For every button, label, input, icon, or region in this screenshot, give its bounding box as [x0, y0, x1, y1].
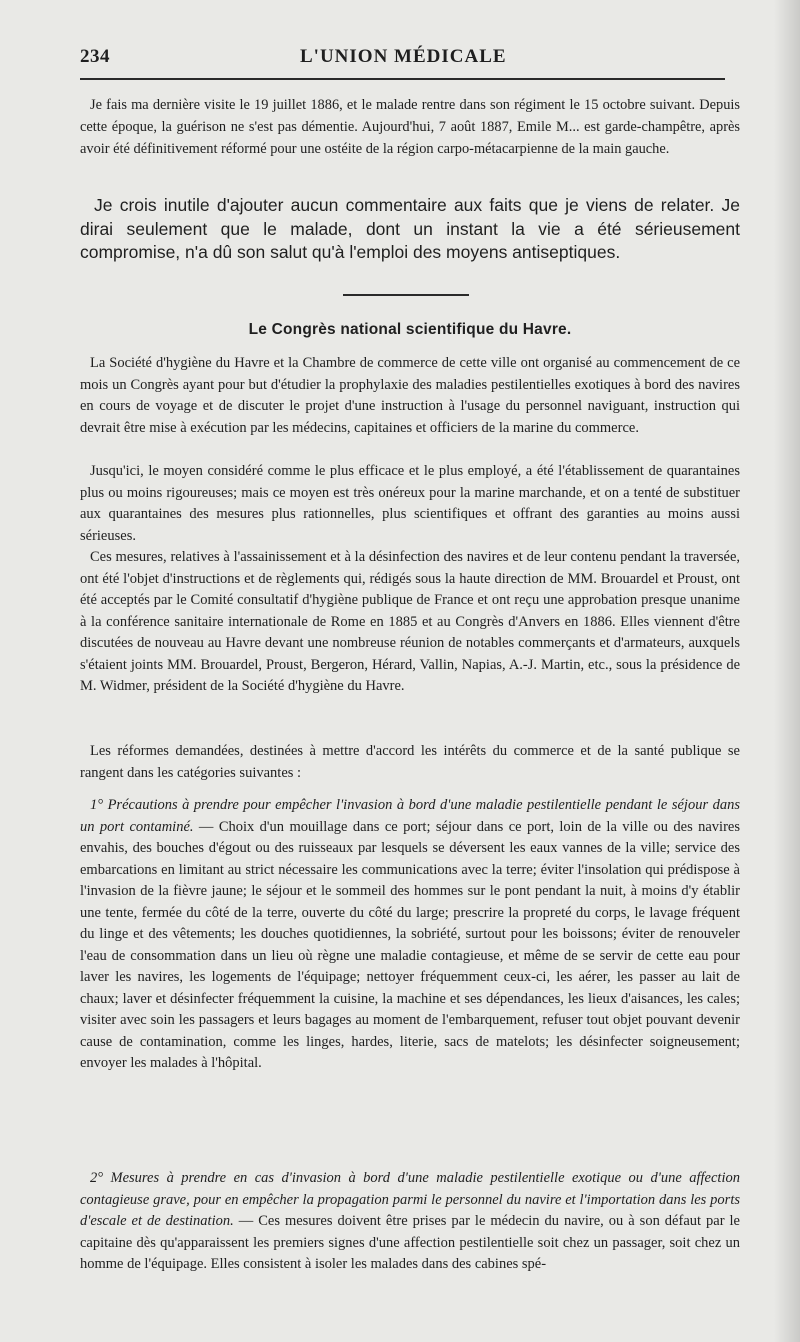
article-paragraph-4: Les réformes demandées, destinées à mettre d'accord les intérêts du commerce et de la santé publique se rangent dans les catégories suivantes :	[80, 743, 740, 781]
item-2-text: — Ces mesures doivent être prises par le médecin du navire, ou à son défaut par le capitaine dès qu'apparaissent les premiers signes d'une affection pestilentielle soit chez un passager, soit chez un homme de l'équipage. Elles consistent à isoler les malades dans des cabines spé-	[80, 1213, 740, 1272]
section-divider	[343, 294, 469, 296]
running-title: L'UNION MÉDICALE	[300, 46, 507, 67]
conclusion-paragraph: Je crois inutile d'ajouter aucun commentaire aux faits que je viens de relater. Je dirai seulement que le malade, dont un instant la vie a été sérieusement compromise, n'a dû son salut qu'à l'emploi des moyens antiseptiques.	[80, 195, 740, 262]
numbered-item-2	[80, 1168, 740, 1276]
article-paragraph-2: Jusqu'ici, le moyen considéré comme le plus efficace et le plus employé, a été l'établissement de quarantaines plus ou moins rigoureuses; mais ce moyen est très onéreux pour la marine marchande, et on a tenté de substituer aux quarantaines des mesures plus rationnelles, plus scientifiques et offrant des garanties au moins aussi sérieuses.	[80, 463, 740, 544]
item-2-heading: 2° Mesures à prendre en cas d'invasion à bord d'une maladie pestilentielle exotique ou d'une affection contagieuse grave, pour en empêcher la propagation parmi le personnel du navire et l'importation dans les ports d'escale et de destination.	[80, 1170, 740, 1229]
page-number: 234	[80, 46, 110, 67]
page-header	[80, 46, 740, 76]
article-paragraph-3: Ces mesures, relatives à l'assainissement et à la désinfection des navires et de leur contenu pendant la traversée, ont été l'objet d'instructions et de règlements qui, rédigés sous la haute direction de MM. Brouardel et Proust, ont été acceptés par le Comité consultatif d'hygiène publique de France et ont reçu une approbation presque unanime à la conférence sanitaire internationale de Rome en 1885 et au Congrès d'Anvers en 1886. Elles viennent d'être discutées de nouveau au Havre devant une nombreuse réunion de notables commerçants et d'armateurs, auxquels s'étaient joints MM. Brouardel, Proust, Bergeron, Hérard, Vallin, Napias, A.-J. Martin, etc., sous la présidence de M. Widmer, président de la Société d'hygiène du Havre.	[80, 549, 740, 694]
header-rule	[80, 78, 725, 80]
article-title: Le Congrès national scientifique du Havre.	[248, 321, 572, 338]
case-report-paragraph: Je fais ma dernière visite le 19 juillet 1886, et le malade rentre dans son régiment le 15 octobre suivant. Depuis cette époque, la guérison ne s'est pas démentie. Aujourd'hui, 7 août 1887, Emile M... est garde-champêtre, après avoir été définitivement réformé pour une ostéite de la région carpo-métacarpienne de la main gauche.	[80, 97, 740, 157]
numbered-item-1	[80, 795, 740, 1075]
page-edge-shadow	[774, 0, 800, 1342]
item-1-heading: 1° Précautions à prendre pour empêcher l'invasion à bord d'une maladie pestilentielle pendant le séjour dans un port contaminé.	[80, 797, 740, 835]
article-paragraph-1: La Société d'hygiène du Havre et la Chambre de commerce de cette ville ont organisé au commencement de ce mois un Congrès ayant pour but d'étudier la prophylaxie des maladies pestilentielles exotiques à bord des navires en cours de voyage et de discuter le projet d'une instruction à l'usage du personnel naviguant, instruction qui devrait être mise à exécution par les médecins, capitaines et officiers de la marine du commerce.	[80, 355, 740, 436]
item-1-text: — Choix d'un mouillage dans ce port; séjour dans ce port, loin de la ville ou des navires envahis, des bouches d'égout ou des ruisseaux par lesquels se déversent les eaux vannes de la ville; service des embarcations en limitant au strict nécessaire les communications avec la terre; éviter l'insolation qui prédispose à l'invasion de la fièvre jaune; le séjour et le sommeil des hommes sur le pont pendant la nuit, à moins d'y établir une tente, fermée du côté de la terre, ouverte du côté du large; prescrire la propreté du corps, le lavage fréquent du linge et des vêtements; les douches quotidiennes, la sobriété, surtout pour les boissons; éviter de renouveler l'eau de consommation dans un lieu où règne une maladie contagieuse, et même de se servir de cette eau pour laver les navires, les logements de l'équipage; nettoyer fréquemment ceux-ci, les aérer, les passer au lait de chaux; laver et désinfecter fréquemment la cuisine, la machine et ses dépendances, les lieux d'aisances, les cales; visiter avec soin les passagers et leurs bagages au moment de l'embarquement, refuser tout objet pouvant devenir cause de contamination, comme les linges, hardes, literie, sacs de matelots; les désinfecter soigneusement; envoyer les malades à l'hôpital.	[80, 818, 740, 1071]
